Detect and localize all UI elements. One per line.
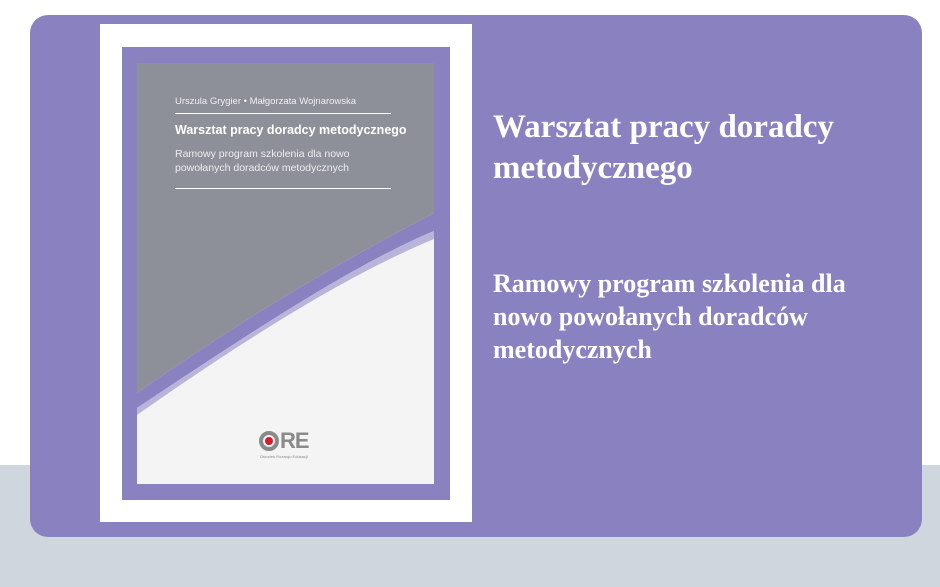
page-title: Warsztat pracy doradcy metodycznego [493,109,834,186]
ore-logo: RE Ośrodek Rozwoju Edukacji [259,428,309,459]
cover-authors: Urszula Grygier • Małgorzata Wojnarowska [175,96,357,107]
page-subtitle: Ramowy program szkolenia dla nowo powołanych doradców metodycznych [493,269,846,364]
book-cover[interactable] [137,63,434,484]
ore-logo-icon [259,431,279,451]
cover-title: Warsztat pracy doradcy metodycznego [175,123,407,137]
cover-divider [175,188,391,189]
cover-subtitle: Ramowy program szkolenia dla nowo powołanych doradców metodycznych [175,148,350,174]
cover-divider [175,113,391,114]
